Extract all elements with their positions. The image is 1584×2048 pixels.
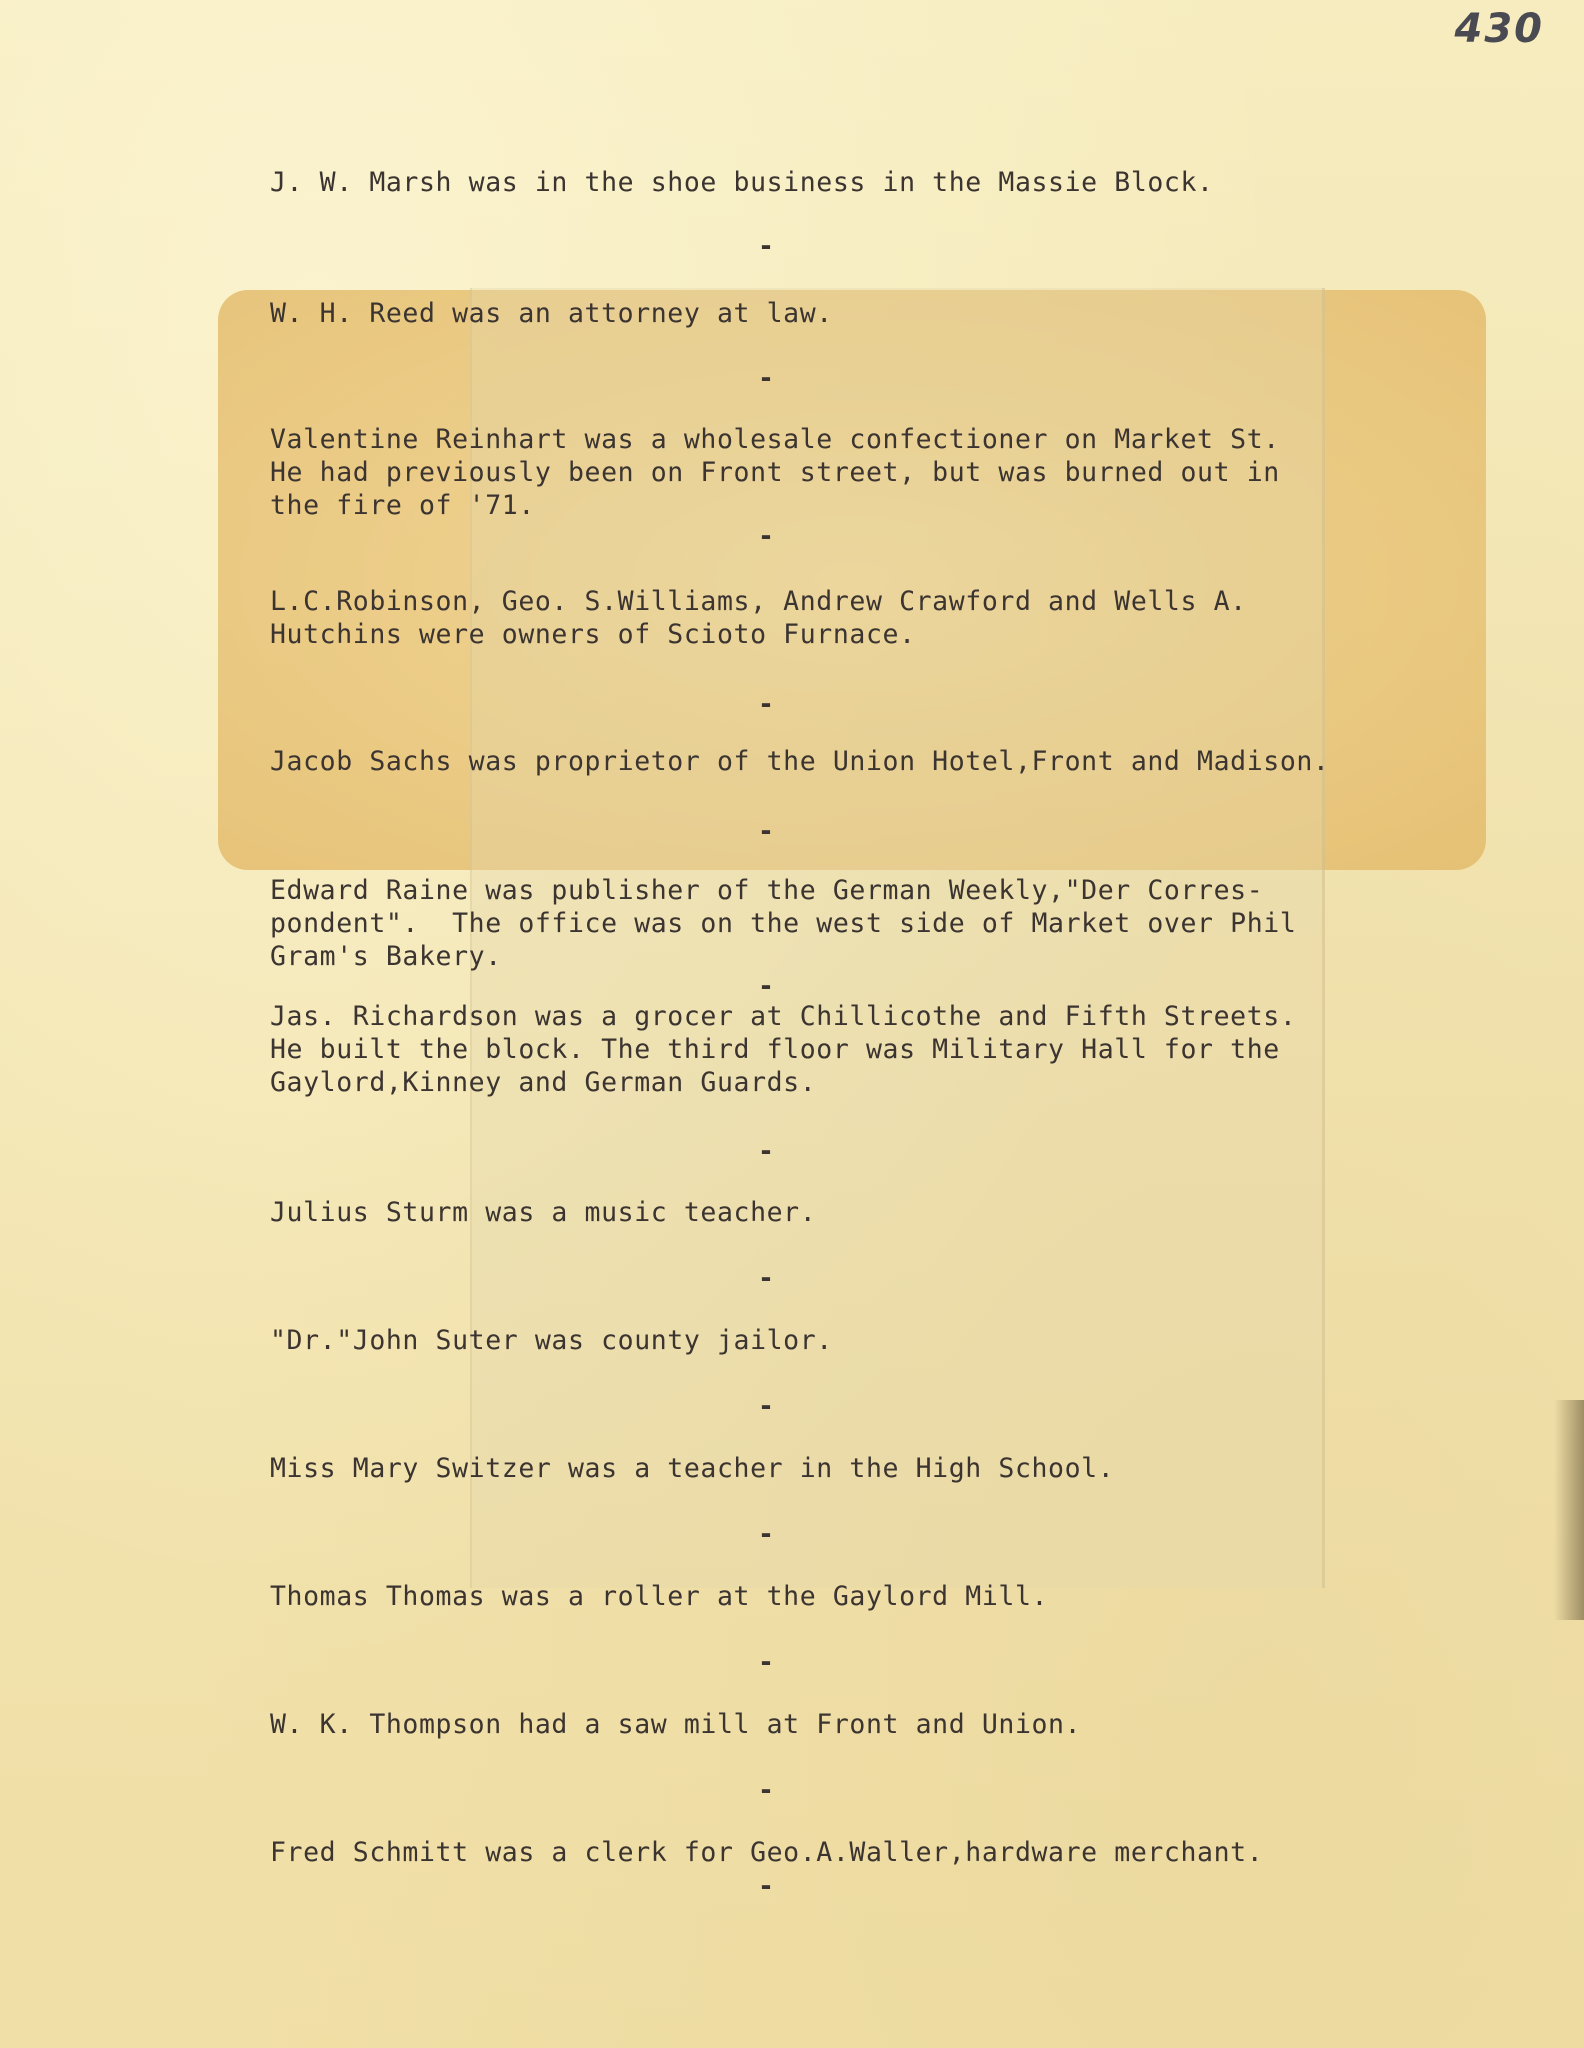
separator-dash: - bbox=[758, 231, 775, 262]
entry-sturm: Julius Sturm was a music teacher. bbox=[270, 1197, 817, 1228]
entry-sachs: Jacob Sachs was proprietor of the Union Hotel,Front and Madison. bbox=[270, 746, 1330, 777]
entry-reed: W. H. Reed was an attorney at law. bbox=[270, 298, 833, 329]
separator-dash: - bbox=[758, 1775, 775, 1806]
entry-thomas: Thomas Thomas was a roller at the Gaylord Mill. bbox=[270, 1581, 1049, 1612]
separator-dash: - bbox=[758, 1391, 775, 1422]
separator-dash: - bbox=[758, 1519, 775, 1550]
separator-dash: - bbox=[758, 971, 775, 1002]
entry-robinson: L.C.Robinson, Geo. S.Williams, Andrew Crawford and Wells A. Hutchins were owners of Scioto Furnace. bbox=[270, 586, 1247, 650]
entry-raine: Edward Raine was publisher of the German Weekly,"Der Corres- pondent". The office was on the west side of Market over Phil Gram's Bakery. bbox=[270, 875, 1297, 972]
entry-suter: "Dr."John Suter was county jailor. bbox=[270, 1325, 833, 1356]
entry-richardson: Jas. Richardson was a grocer at Chillicothe and Fifth Streets. He built the block. The third floor was Military Hall for the Gaylord,Kinney and German Guards. bbox=[270, 1001, 1297, 1098]
entry-switzer: Miss Mary Switzer was a teacher in the High School. bbox=[270, 1453, 1115, 1484]
separator-dash: - bbox=[758, 1136, 775, 1167]
separator-dash: - bbox=[758, 363, 775, 394]
entry-reinhart: Valentine Reinhart was a wholesale confectioner on Market St. He had previously been on Front street, but was burned out in the fire of '71. bbox=[270, 424, 1280, 521]
separator-dash: - bbox=[758, 1871, 775, 1902]
separator-dash: - bbox=[758, 1647, 775, 1678]
separator-dash: - bbox=[758, 1263, 775, 1294]
page-edge-shadow bbox=[1554, 1400, 1584, 1620]
entry-schmitt: Fred Schmitt was a clerk for Geo.A.Waller,hardware merchant. bbox=[270, 1837, 1264, 1868]
page-number: 430 bbox=[1454, 6, 1544, 52]
entry-thompson: W. K. Thompson had a saw mill at Front and Union. bbox=[270, 1709, 1082, 1740]
separator-dash: - bbox=[758, 689, 775, 720]
separator-dash: - bbox=[758, 816, 775, 847]
separator-dash: - bbox=[758, 521, 775, 552]
entry-marsh: J. W. Marsh was in the shoe business in the Massie Block. bbox=[270, 167, 1214, 198]
